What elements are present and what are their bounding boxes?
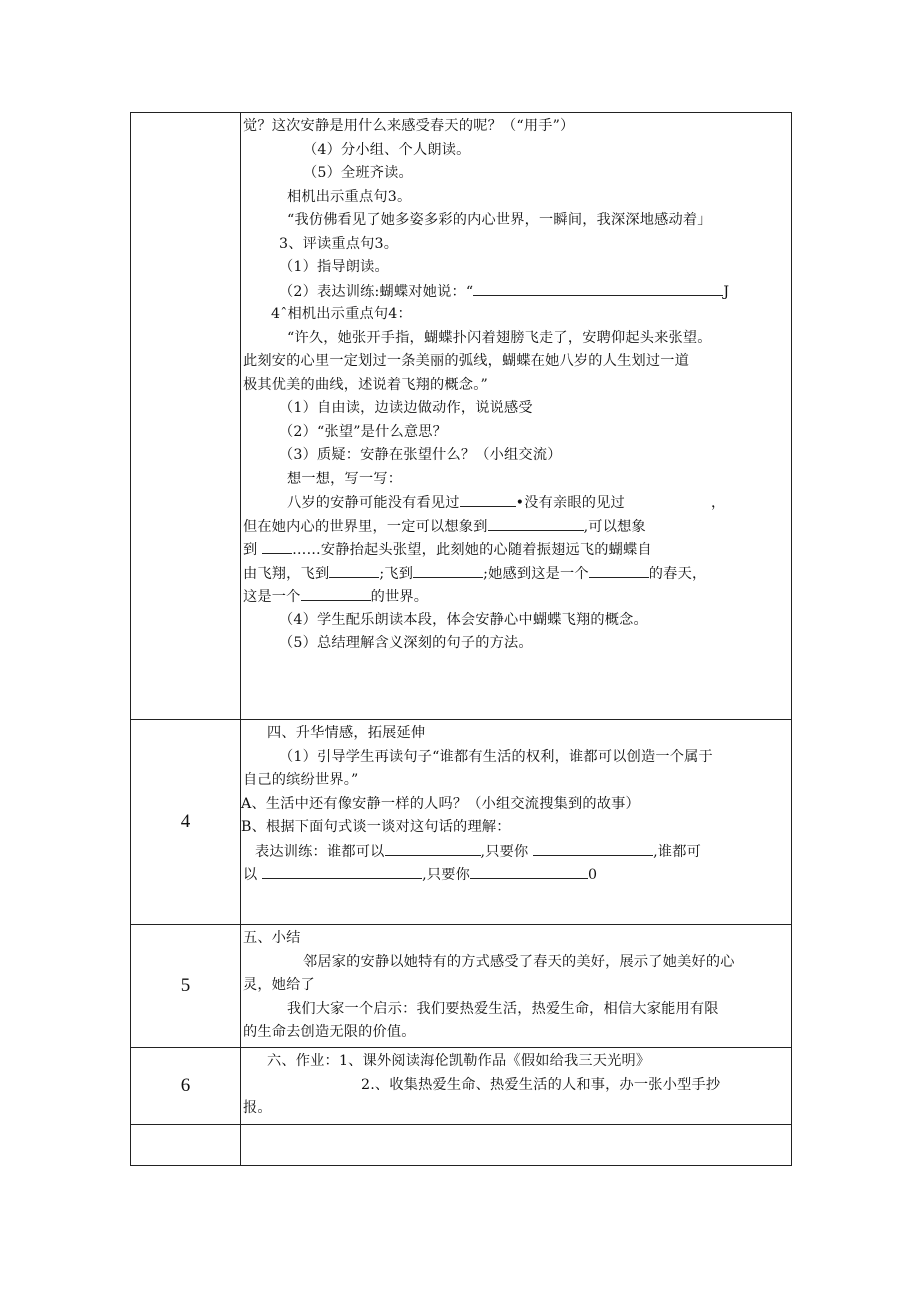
line-segment: ……安静抬起头张望，此刻她的心随着振翅远飞的蝴蝶自 bbox=[292, 542, 652, 558]
text-line: （1）引导学生再读句子“谁都有生活的权利，谁都可以创造一个属于 bbox=[279, 748, 713, 765]
text-line bbox=[241, 585, 791, 609]
step-content-cell bbox=[241, 925, 792, 1048]
step-number: 6 bbox=[180, 1075, 191, 1096]
fill-blank bbox=[262, 863, 422, 879]
fill-blank bbox=[488, 515, 584, 531]
table-row bbox=[131, 720, 792, 925]
line-segment: 到 bbox=[243, 542, 258, 558]
step-number: 4 bbox=[180, 811, 191, 832]
line-segment: ,只要你 bbox=[422, 867, 470, 883]
line-segment: ,谁都可 bbox=[653, 843, 701, 860]
text-line: 邻居家的安静以她特有的方式感受了春天的美好，展示了她美好的心 bbox=[303, 953, 735, 970]
step-number-cell bbox=[131, 720, 241, 925]
text-line: 4ˆ相机出示重点句4： bbox=[271, 306, 412, 322]
fill-blank bbox=[413, 562, 483, 578]
text-line: （2）“张望”是什么意思？ bbox=[279, 423, 448, 440]
line-segment: ,可以想象 bbox=[583, 518, 646, 535]
text-line: 3、评读重点句3。 bbox=[279, 235, 399, 252]
line-segment: 由飞翔，飞到 bbox=[243, 565, 330, 582]
line-segment: 这是一个 bbox=[243, 589, 301, 605]
text-line bbox=[241, 280, 791, 304]
line-segment: 但在她内心的世界里，一定可以想象到 bbox=[243, 518, 488, 535]
fill-blank bbox=[301, 585, 371, 601]
text-line: 灵，她给了 bbox=[243, 977, 315, 993]
fill-blank bbox=[329, 562, 379, 578]
line-segment: 表达训练：谁都可以 bbox=[255, 843, 385, 860]
line-segment: ;她感到这是一个 bbox=[483, 565, 589, 582]
fill-blank bbox=[385, 840, 481, 856]
text-line: A、生活中还有像安静一样的人吗？（小组交流搜集到的故事） bbox=[241, 795, 640, 812]
text-line: 觉？这次安静是用什么来感受春天的呢？（“用手”） bbox=[243, 118, 575, 134]
step-number-cell bbox=[131, 1048, 241, 1125]
text-line: 极其优美的曲线，述说着飞翔的概念。” bbox=[243, 376, 488, 393]
step-number-cell bbox=[131, 113, 241, 720]
text-line bbox=[241, 562, 791, 586]
table-row bbox=[131, 113, 792, 720]
fill-blank bbox=[625, 492, 711, 507]
text-line bbox=[241, 515, 791, 539]
step-number-cell bbox=[131, 925, 241, 1048]
line-segment: •没有亲眼的见过 bbox=[515, 495, 625, 511]
text-line: “许久，她张开手指，蝴蝶扑闪着翅膀飞走了，安聘仰起头来张望。 bbox=[287, 329, 712, 346]
section-heading: 五、小结 bbox=[243, 930, 301, 946]
text-line: （4）分小组、个人朗读。 bbox=[303, 141, 471, 158]
section-heading: 四、升华情感，拓展延伸 bbox=[267, 725, 426, 741]
text-line: （5）总结理解含义深刻的句子的方法。 bbox=[279, 635, 533, 651]
line-segment: ， bbox=[710, 495, 726, 511]
fill-blank bbox=[460, 491, 516, 507]
text-line bbox=[241, 863, 791, 887]
text-line: （1）自由读，边读边做动作，说说感受 bbox=[279, 400, 533, 416]
text-line: 此刻安的心里一定划过一条美丽的弧线，蝴蝶在她八岁的人生划过一道 bbox=[243, 353, 690, 369]
step-content-cell bbox=[241, 1048, 792, 1125]
step-content-cell bbox=[241, 720, 792, 925]
text-line: （5）全班齐读。 bbox=[303, 165, 413, 181]
table-row bbox=[131, 1125, 792, 1166]
line-segment: （2）表达训练:蝴蝶对她说：“ bbox=[279, 283, 474, 300]
text-line: 我们大家一个启示：我们要热爱生活，热爱生命，相信大家能用有限 bbox=[287, 1000, 719, 1017]
text-line: 报。 bbox=[243, 1100, 272, 1116]
step-number-cell bbox=[131, 1125, 241, 1166]
text-line: 2.、收集热爱生命、热爱生活的人和事，办一张小型手抄 bbox=[361, 1076, 721, 1093]
step-number: 5 bbox=[180, 975, 191, 996]
text-line: 六、作业：1、课外阅读海伦凯勒作品《假如给我三天光明》 bbox=[267, 1053, 651, 1069]
text-line: 相机出示重点句3。 bbox=[287, 188, 412, 205]
fill-blank bbox=[470, 863, 588, 879]
line-segment: ,只要你 bbox=[480, 843, 529, 860]
text-line bbox=[241, 491, 791, 515]
table-row bbox=[131, 925, 792, 1048]
line-segment: 以 bbox=[243, 867, 258, 883]
line-segment: 八岁的安静可能没有看见过 bbox=[287, 495, 460, 511]
fill-blank bbox=[262, 538, 292, 554]
fill-blank bbox=[589, 562, 649, 578]
fill-blank bbox=[533, 840, 653, 856]
text-line: 想一想，写一写： bbox=[287, 470, 403, 487]
line-segment: 0 bbox=[587, 867, 598, 883]
text-line: （3）质疑：安静在张望什么？（小组交流） bbox=[279, 447, 562, 463]
step-content-cell bbox=[241, 1125, 792, 1166]
text-line: “我仿佛看见了她多姿多彩的内心世界，一瞬间，我深深地感动着」 bbox=[287, 212, 712, 228]
fill-blank bbox=[473, 280, 723, 296]
lesson-plan-table bbox=[130, 112, 792, 1166]
text-line: B、根据下面句式谈一谈对这句话的理解： bbox=[241, 819, 511, 835]
step-content-cell bbox=[241, 113, 792, 720]
text-line: （4）学生配乐朗读本段，体会安静心中蝴蝶飞翔的概念。 bbox=[279, 611, 648, 628]
line-segment: 的世界。 bbox=[370, 589, 429, 605]
line-segment: J bbox=[723, 283, 730, 300]
text-line: 自己的缤纷世界。” bbox=[243, 772, 359, 788]
line-segment: 的春天， bbox=[648, 565, 707, 582]
text-line bbox=[241, 538, 791, 562]
table-row bbox=[131, 1048, 792, 1125]
text-line: （1）指导朗读。 bbox=[279, 259, 389, 275]
text-line: 的生命去创造无限的价值。 bbox=[243, 1024, 416, 1040]
text-line bbox=[241, 840, 791, 864]
line-segment: ;飞到 bbox=[379, 565, 414, 582]
